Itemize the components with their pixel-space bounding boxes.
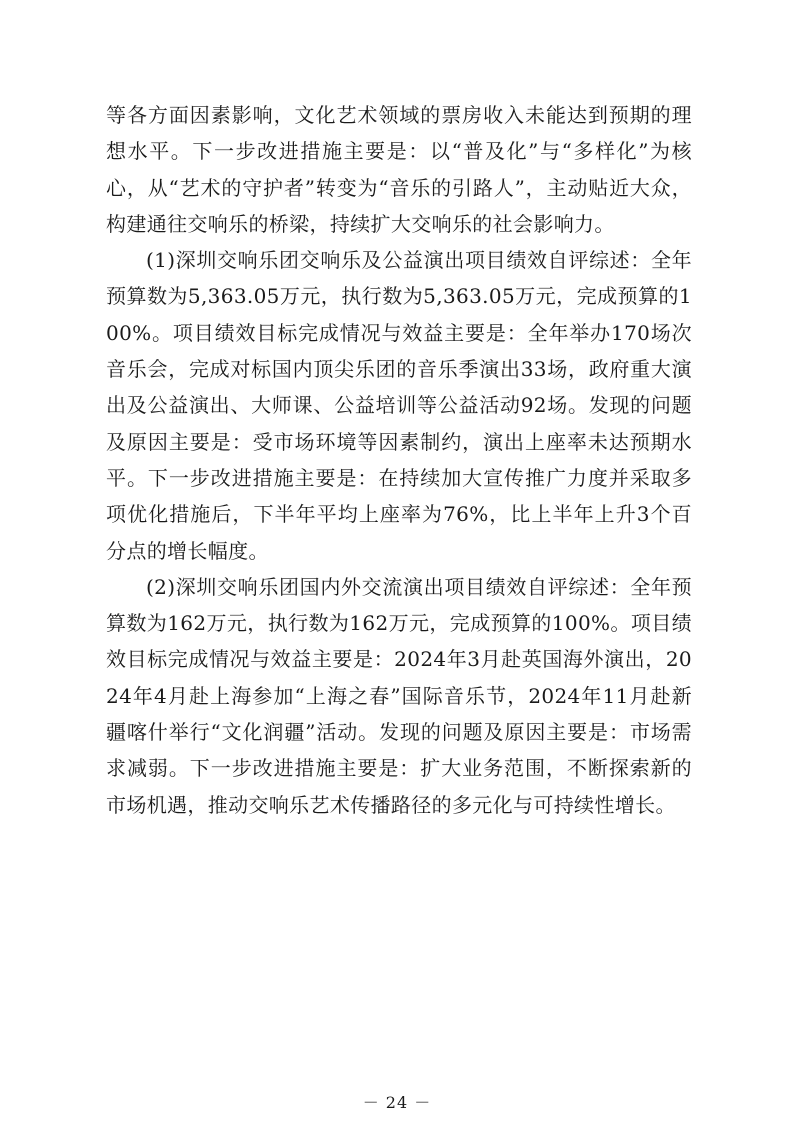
paragraph-item-1: (1)深圳交响乐团交响乐及公益演出项目绩效自评综述：全年预算数为5,363.05万元，执行数为5,363.05万元，完成预算的100%。项目绩效目标完成情况与效益主要是：全年举办170场次音乐会，完成对标国内顶尖乐团的音乐季演出33场，政府重大演出及公益演出、大师课、公益培训等公益活动92场。发现的问题及原因主要是：受市场环境等因素制约，演出上座率未达预期水平。下一步改进措施主要是：在持续加大宣传推广力度并采取多项优化措施后，下半年平均上座率为76%，比上半年上升3个百分点的增长幅度。 (106, 248, 692, 563)
body-text (106, 97, 692, 823)
paragraph-item-2: (2)深圳交响乐团国内外交流演出项目绩效自评综述：全年预算数为162万元，执行数为162万元，完成预算的100%。项目绩效目标完成情况与效益主要是：2024年3月赴英国海外演出，2024年4月赴上海参加“上海之春”国际音乐节，2024年11月赴新疆喀什举行“文化润疆”活动。发现的问题及原因主要是：市场需求减弱。下一步改进措施主要是：扩大业务范围，不断探索新的市场机遇，推动交响乐艺术传播路径的多元化与可持续性增长。 (106, 574, 692, 817)
paragraph-continuation: 等各方面因素影响，文化艺术领域的票房收入未能达到预期的理想水平。下一步改进措施主要是：以“普及化”与“多样化”为核心，从“艺术的守护者”转变为“音乐的引路人”，主动贴近大众，构建通往交响乐的桥梁，持续扩大交响乐的社会影响力。 (106, 103, 692, 236)
page-number: － 24 － (362, 1093, 432, 1112)
